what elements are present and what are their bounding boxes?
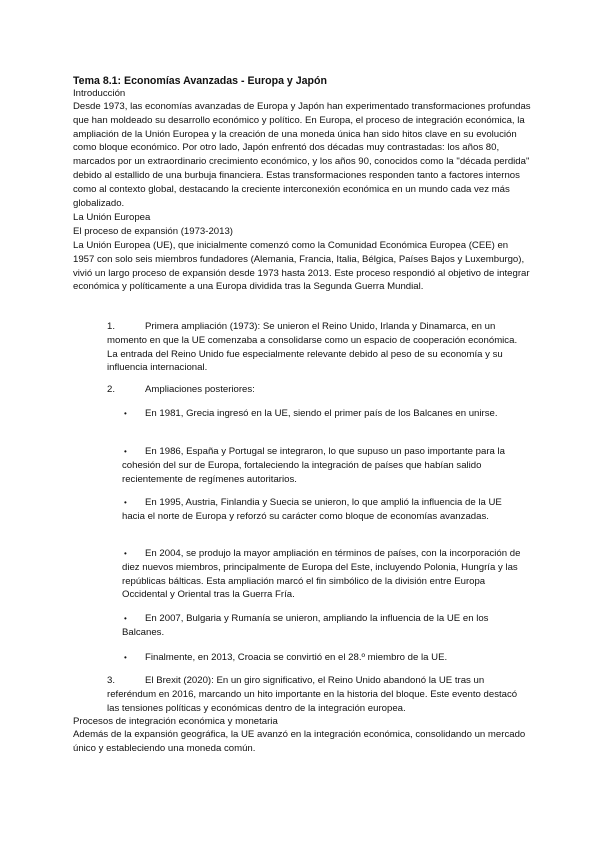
bullet-item: En 1995, Austria, Finlandia y Suecia se unieron, lo que amplió la influencia de la UE hacia el norte de Europa y reforzó su carácter como bloque de economías avanzadas.: [122, 497, 502, 522]
eu-subheading: El proceso de expansión (1973-2013): [73, 226, 234, 237]
bullet-item: En 1981, Grecia ingresó en la UE, siendo el primer país de los Balcanes en unirse.: [145, 408, 498, 419]
bullet-item: Finalmente, en 2013, Croacia se convirtió en el 28.º miembro de la UE.: [145, 652, 448, 663]
list-number: 1.: [107, 321, 116, 332]
bullet-icon: •: [124, 498, 127, 507]
bullet-item: En 1986, España y Portugal se integraron, lo que supuso un paso importante para la cohesión del sur de Europa, fortaleciendo la integración de países que habían salido recientemente de regímenes autoritarios.: [122, 446, 506, 485]
intro-heading: Introducción: [73, 88, 126, 99]
list-number: 2.: [107, 384, 116, 395]
list-item-brexit: El Brexit (2020): En un giro significativo, el Reino Unido abandonó la UE tras un referéndum en 2016, marcando un hito importante en la historia del bloque. Este evento destacó las tensiones políticas y económicas dentro de la integración europea.: [107, 675, 518, 714]
eu-paragraph: La Unión Europea (UE), que inicialmente comenzó como la Comunidad Económica Europea (CEE) en 1957 con solo seis miembros fundadores (Alemania, Francia, Italia, Bélgica, Países Bajos y Luxemburgo), vivió un largo proceso de expansión desde 1973 hasta 2013. Este proceso respondió al objetivo de integrar económica y políticamente a una Europa dividida tras la Segunda Guerra Mundial.: [73, 240, 530, 293]
eu-heading: La Unión Europea: [73, 212, 151, 223]
list-item-later-enlargements: Ampliaciones posteriores:: [145, 384, 255, 395]
integration-heading: Procesos de integración económica y monetaria: [73, 716, 278, 727]
document-title: Tema 8.1: Economías Avanzadas - Europa y Japón: [73, 75, 327, 87]
bullet-icon: •: [124, 653, 127, 662]
bullet-icon: •: [124, 549, 127, 558]
intro-paragraph: Desde 1973, las economías avanzadas de Europa y Japón han experimentado transformaciones profundas que han moldeado su desarrollo económico y político. En Europa, el proceso de integración económica, la ampliación de la Unión Europea y la creación de una moneda única han sido hitos clave en su evolución como bloque económico. Por otro lado, Japón enfrentó dos décadas muy contrastadas: los años 80, marcados por un extraordinario crecimiento económico, y los años 90, conocidos como la "década perdida" debido al estallido de una burbuja financiera. Estas transformaciones responden tanto a factores internos como al contexto global, destacando la creciente interconexión económica en un mundo cada vez más globalizado.: [73, 101, 531, 209]
list-item-first-enlargement: Primera ampliación (1973): Se unieron el Reino Unido, Irlanda y Dinamarca, en un momento en que la UE comenzaba a consolidarse como un espacio de cooperación económica. La entrada del Reino Unido fue especialmente relevante debido al peso de su economía y su influencia internacional.: [107, 321, 518, 374]
bullet-icon: •: [124, 447, 127, 456]
bullet-item: En 2007, Bulgaria y Rumanía se unieron, ampliando la influencia de la UE en los Balcanes.: [122, 613, 489, 638]
bullet-icon: •: [124, 614, 127, 623]
bullet-item: En 2004, se produjo la mayor ampliación en términos de países, con la incorporación de diez nuevos miembros, principalmente de Europa del Este, incluyendo Polonia, Hungría y las repúblicas bálticas. Esta ampliación marcó el fin simbólico de la división entre Europa Occidental y Oriental tras la Guerra Fría.: [122, 548, 521, 601]
integration-paragraph: Además de la expansión geográfica, la UE avanzó en la integración económica, consolidando un mercado único y estableciendo una moneda común.: [73, 729, 526, 754]
list-number: 3.: [107, 675, 116, 686]
bullet-icon: •: [124, 409, 127, 418]
